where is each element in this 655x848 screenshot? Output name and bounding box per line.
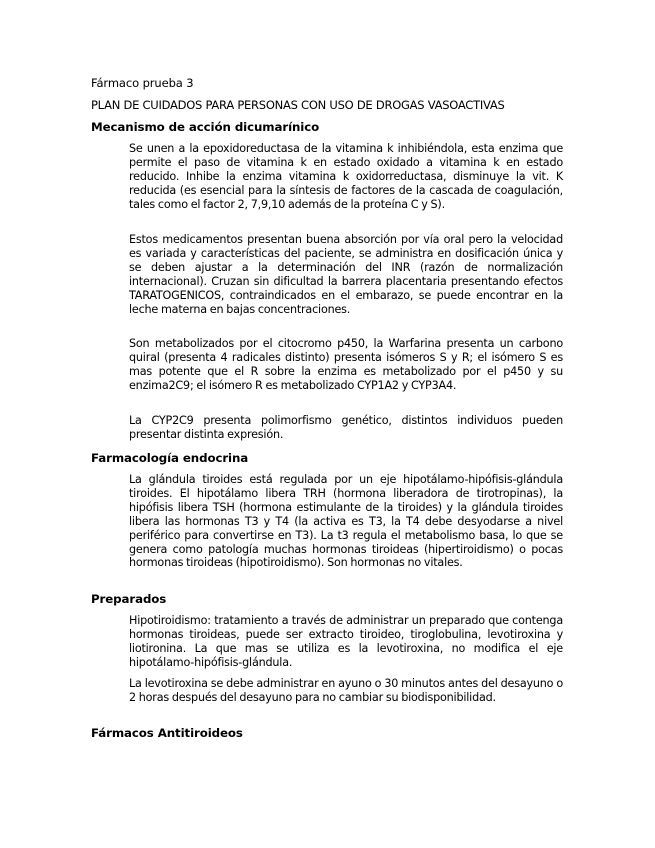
section-heading-mecanismo: Mecanismo de acción dicumarínico [91, 120, 320, 134]
paragraph: Estos medicamentos presentan buena absorción por vía oral pero la velocidad es variada y características del paciente, se administra en dosificación única y se deben ajustar a la determinación del INR (razón de normalización internacional). Cruzan sin dificultad la barrera placentaria presentando efectos TARATOGENICOS, contraindicados en el embarazo, se puede encontrar en la leche materna en bajas concentraciones. [129, 233, 563, 316]
section-heading-farmacos-antitiroideos: Fármacos Antitiroideos [91, 726, 243, 740]
document-subtitle: PLAN DE CUIDADOS PARA PERSONAS CON USO DE DROGAS VASOACTIVAS [91, 98, 505, 112]
document-title: Fármaco prueba 3 [91, 76, 194, 90]
paragraph: Son metabolizados por el citocromo p450, la Warfarina presenta un carbono quiral (presenta 4 radicales distinto) presenta isómeros S y R; el isómero S es mas potente que el R sobre la enzima es metabolizado por el p450 y su enzima2C9; el isómero R es metabolizado CYP1A2 y CYP3A4. [129, 337, 563, 392]
paragraph: Se unen a la epoxidoreductasa de la vitamina k inhibiéndola, esta enzima que permite el paso de vitamina k en estado oxidado a vitamina k en estado reducido. Inhibe la enzima vitamina k oxidorreductasa, disminuye la vit. K reducida (es esencial para la síntesis de factores de la cascada de coagulación, tales como el factor 2, 7,9,10 además de la proteína C y S). [129, 142, 563, 211]
section-heading-farmacologia-endocrina: Farmacología endocrina [91, 451, 249, 465]
paragraph: La levotiroxina se debe administrar en ayuno o 30 minutos antes del desayuno o 2 horas después del desayuno para no cambiar su biodisponibilidad. [129, 677, 563, 704]
section-heading-preparados: Preparados [91, 592, 167, 606]
paragraph: La glándula tiroides está regulada por un eje hipotálamo-hipófisis-glándula tiroides. El hipotálamo libera TRH (hormona liberadora de tirotropinas), la hipófisis libera TSH (hormona estimulante de la tiroides) y la glándula tiroides libera las hormonas T3 y T4 (la activa es T3, la T4 debe desyodarse a nivel periférico para convertirse en T3). La t3 regula el metabolismo basa, lo que se genera como patología muchas hormonas tiroideas (hipertiroidismo) o pocas hormonas tiroideas (hipotiroidismo). Son hormonas no vitales. [129, 473, 563, 570]
paragraph: Hipotiroidismo: tratamiento a través de administrar un preparado que contenga hormonas tiroideas, puede ser extracto tiroideo, tiroglobulina, levotiroxina y liotironina. La que mas se utiliza es la levotiroxina, no modifica el eje hipotálamo-hipófisis-glándula. [129, 614, 563, 669]
paragraph: La CYP2C9 presenta polimorfismo genético, distintos individuos pueden presentar distinta expresión. [129, 414, 563, 441]
